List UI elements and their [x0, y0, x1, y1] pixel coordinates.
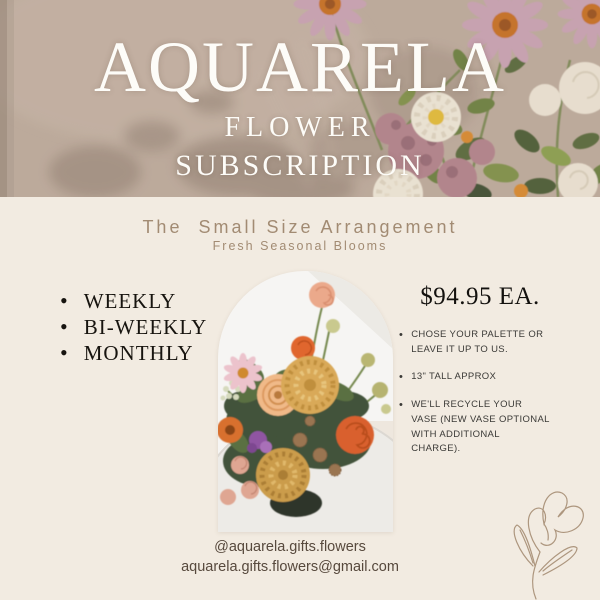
bullet-dot-icon: •: [60, 314, 69, 339]
detail-item-text: WE'LL RECYCLE YOUR VASE (NEW VASE OPTIONAL WITH ADDITIONAL CHARGE).: [411, 399, 550, 455]
flower-line-art-icon: [483, 472, 593, 600]
detail-item-text: CHOSE YOUR PALETTE OR LEAVE IT UP TO US.: [411, 329, 544, 355]
detail-item-text: 13" TALL APPROX: [411, 371, 497, 383]
frequency-option-label: BI-WEEKLY: [83, 314, 208, 339]
frequency-option-biweekly: [60, 314, 208, 339]
contact-block: [130, 538, 450, 577]
frequency-option-label: MONTHLY: [83, 340, 194, 365]
detail-item-palette: [399, 328, 551, 357]
section-subheading: Fresh Seasonal Blooms: [212, 239, 388, 253]
frequency-option-weekly: [60, 288, 207, 313]
bullet-dot-icon: •: [399, 399, 404, 412]
bullet-dot-icon: •: [60, 340, 69, 365]
bullet-dot-icon: •: [60, 288, 69, 313]
header-photo: [0, 0, 600, 197]
detail-item-vase: [399, 398, 551, 457]
instagram-handle: @aquarela.gifts.flowers: [214, 539, 366, 555]
detail-item-height: [399, 370, 551, 385]
arrangement-photo-art: [218, 271, 393, 532]
header-titles: [0, 0, 600, 197]
frequency-option-label: WEEKLY: [83, 288, 177, 313]
frequency-option-monthly: [60, 340, 207, 365]
bullet-dot-icon: •: [399, 329, 404, 341]
arrangement-photo: [218, 271, 393, 532]
header-subtitle-subscription: SUBSCRIPTION: [175, 149, 425, 182]
bullet-dot-icon: •: [399, 371, 404, 384]
section-heading: The Small Size Arrangement: [142, 217, 458, 237]
frequency-options-list: [60, 288, 208, 369]
header-subtitle-flower: FLOWER: [224, 112, 376, 143]
brand-title: AQUARELA: [94, 27, 506, 107]
email-address: aquarela.gifts.flowers@gmail.com: [181, 558, 399, 575]
price-text: $94.95 EA.: [420, 283, 540, 310]
details-list: [399, 328, 551, 470]
